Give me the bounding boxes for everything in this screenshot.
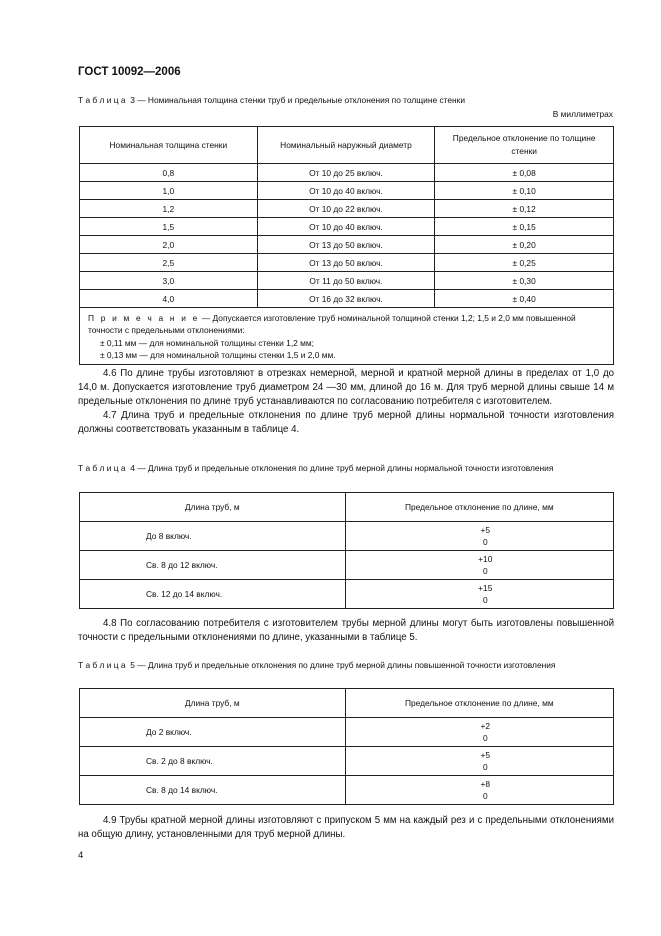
table-row [80, 776, 614, 805]
table-row [80, 290, 614, 308]
table-row [80, 580, 614, 609]
table4-length: Св. 12 до 14 включ. [80, 580, 346, 609]
table3-note-item: ± 0,13 мм — для номинальной толщины стенки 1,5 и 2,0 мм. [100, 349, 336, 360]
paragraph-4-8-block [78, 617, 614, 645]
lower-deviation: 0 [482, 791, 488, 801]
table3-cell: От 13 до 50 включ. [257, 236, 435, 254]
table3-caption-label: Т а б л и ц а 3 [78, 95, 135, 105]
table5-deviation [345, 776, 613, 805]
upper-deviation: +8 [480, 779, 491, 789]
lower-deviation: 0 [482, 595, 488, 605]
table-row [80, 254, 614, 272]
table-row [80, 272, 614, 290]
table5 [79, 688, 614, 805]
table-row [80, 718, 614, 747]
table4-deviation [345, 522, 613, 551]
table4-deviation [345, 580, 613, 609]
table-row [80, 164, 614, 182]
upper-deviation: +5 [480, 750, 491, 760]
table4-length: Св. 8 до 12 включ. [80, 551, 346, 580]
table3-note-text: — Допускается изготовление труб номинальной толщиной стенки 1,2; 1,5 и 2,0 мм повышенной точности с предельными отклонениями: [88, 313, 576, 336]
lower-deviation: 0 [482, 733, 488, 743]
table3-cell: 1,5 [80, 218, 258, 236]
table3-cell: От 16 до 32 включ. [257, 290, 435, 308]
table5-caption [78, 659, 614, 671]
table3-cell: От 13 до 50 включ. [257, 254, 435, 272]
table3-note-item: ± 0,11 мм — для номинальной толщины стенки 1,2 мм; [100, 337, 314, 348]
table4-header-row [80, 493, 614, 522]
table3-cell: От 10 до 40 включ. [257, 218, 435, 236]
table3-cell: От 10 до 22 включ. [257, 200, 435, 218]
table5-length: Св. 2 до 8 включ. [80, 747, 346, 776]
table4-deviation [345, 551, 613, 580]
paragraph-4-8: 4.8 По согласованию потребителя с изготовителем трубы мерной длины могут быть изготовлены повышенной точности с предельными отклонениями по длине, указанными в таблице 5. [78, 618, 614, 643]
table5-caption-label: Т а б л и ц а 5 [78, 660, 135, 670]
table3-caption [78, 94, 614, 106]
table3-cell: 1,0 [80, 182, 258, 200]
table3-cell: ± 0,25 [435, 254, 614, 272]
table4-caption-text: — Длина труб и предельные отклонения по длине труб мерной длины нормальной точности изготовления [134, 463, 554, 473]
table5-header-deviation: Предельное отклонение по длине, мм [345, 689, 613, 718]
upper-deviation: +10 [478, 554, 493, 564]
table5-deviation [345, 718, 613, 747]
upper-deviation: +2 [480, 721, 491, 731]
table3-note-label: П р и м е ч а н и е [88, 313, 200, 323]
lower-deviation: 0 [482, 566, 488, 576]
paragraph-4-9: 4.9 Трубы кратной мерной длины изготовляют с припуском 5 мм на каждый рез и с предельными отклонениями на общую длину, установленными для труб мерной длины. [78, 815, 614, 840]
table3-header-row [80, 127, 614, 164]
table3-note [80, 308, 614, 365]
table3-cell: ± 0,12 [435, 200, 614, 218]
upper-deviation: +5 [480, 525, 491, 535]
table5-length: Св. 8 до 14 включ. [80, 776, 346, 805]
table3-cell: ± 0,40 [435, 290, 614, 308]
lower-deviation: 0 [482, 537, 488, 547]
table3-cell: 0,8 [80, 164, 258, 182]
table3-cell: ± 0,30 [435, 272, 614, 290]
table4-caption [78, 462, 614, 474]
table-row [80, 218, 614, 236]
table-row [80, 200, 614, 218]
page-number: 4 [78, 850, 84, 861]
table-row [80, 522, 614, 551]
paragraph-4-7: 4.7 Длина труб и предельные отклонения по длине труб мерной длины нормальной точности изготовления должны соответствовать указанным в таблице 4. [78, 410, 614, 435]
table4-caption-label: Т а б л и ц а 4 [78, 463, 135, 473]
upper-deviation: +15 [478, 583, 493, 593]
table3-cell: ± 0,15 [435, 218, 614, 236]
table4-header-deviation: Предельное отклонение по длине, мм [345, 493, 613, 522]
table3-header-deviation: Предельное отклонение по толщине стенки [435, 127, 614, 164]
table5-length: До 2 включ. [80, 718, 346, 747]
table3-cell: 1,2 [80, 200, 258, 218]
document-title: ГОСТ 10092—2006 [78, 66, 181, 78]
table3-cell: ± 0,10 [435, 182, 614, 200]
paragraphs-4-6-4-7 [78, 367, 614, 437]
paragraph-4-9-block [78, 814, 614, 842]
table5-caption-text: — Длина труб и предельные отклонения по длине труб мерной длины повышенной точности изготовления [134, 660, 556, 670]
table3-cell: 3,0 [80, 272, 258, 290]
table-row [80, 236, 614, 254]
table5-header-row [80, 689, 614, 718]
table3-note-row [80, 308, 614, 365]
table3-cell: От 10 до 25 включ. [257, 164, 435, 182]
table3-header-thickness: Номинальная толщина стенки [80, 127, 258, 164]
table4 [79, 492, 614, 609]
table5-header-length: Длина труб, м [80, 689, 346, 718]
table3-header-diameter: Номинальный наружный диаметр [257, 127, 435, 164]
table3-cell: ± 0,08 [435, 164, 614, 182]
table3 [79, 126, 614, 365]
lower-deviation: 0 [482, 762, 488, 772]
table4-header-length: Длина труб, м [80, 493, 346, 522]
table3-cell: 4,0 [80, 290, 258, 308]
table-row [80, 551, 614, 580]
table3-units: В миллиметрах [552, 109, 613, 119]
table-row [80, 747, 614, 776]
table3-cell: От 10 до 40 включ. [257, 182, 435, 200]
table3-cell: От 11 до 50 включ. [257, 272, 435, 290]
table-row [80, 182, 614, 200]
table3-cell: 2,5 [80, 254, 258, 272]
table4-length: До 8 включ. [80, 522, 346, 551]
table5-deviation [345, 747, 613, 776]
table3-cell: 2,0 [80, 236, 258, 254]
table3-cell: ± 0,20 [435, 236, 614, 254]
paragraph-4-6: 4.6 По длине трубы изготовляют в отрезках немерной, мерной и кратной мерной длины в пределах от 1,0 до 14,0 м. Допускается изготовление труб диаметром 24 —30 мм, длиной до 16 м. Для труб мерной длины свыше 14 м предельные отклонения по длине труб устанавливаются по согласованию потребителя с изготовителем. [78, 368, 614, 407]
table3-caption-text: — Номинальная толщина стенки труб и предельные отклонения по толщине стенки [134, 95, 466, 105]
